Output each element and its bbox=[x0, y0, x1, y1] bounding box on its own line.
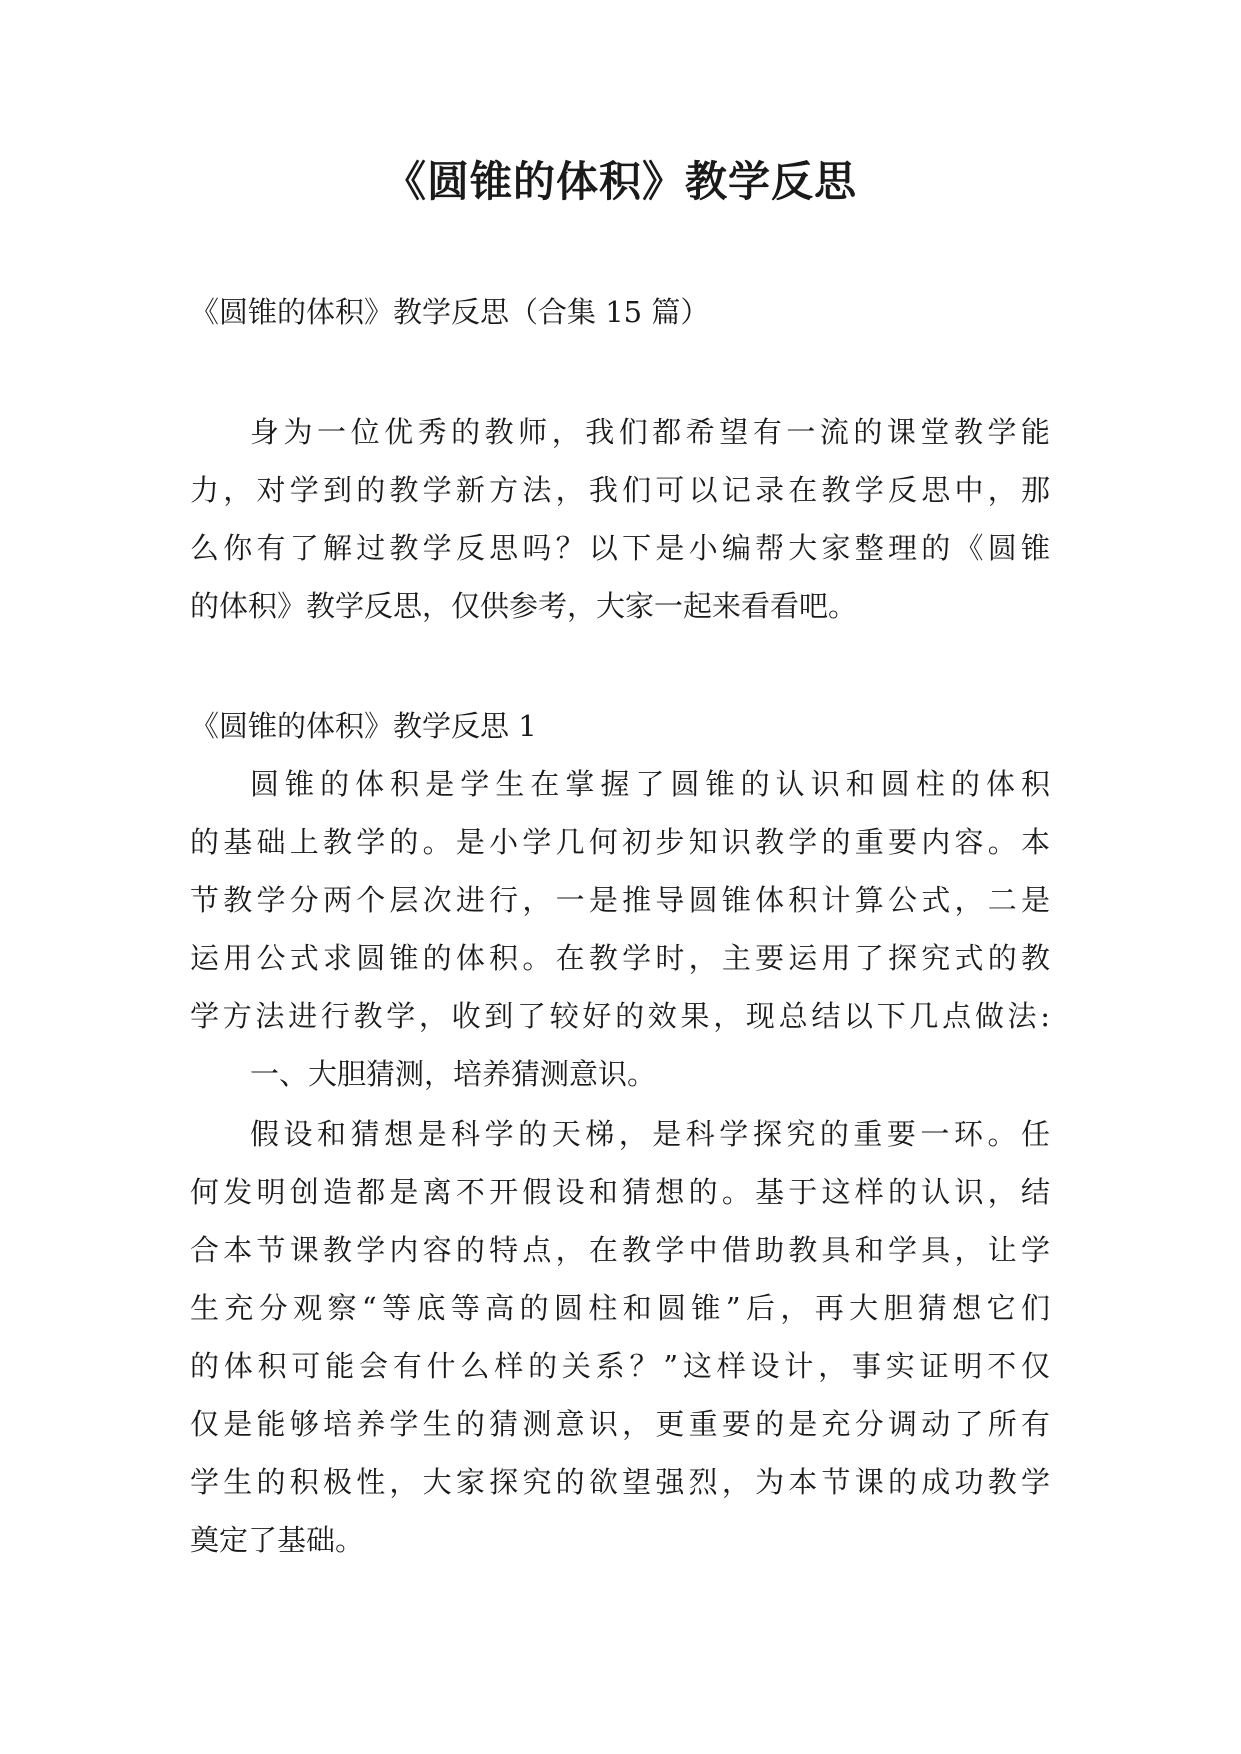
point-paragraph-line: 何发明创造都是离不开假设和猜想的。基于这样的认识，结 bbox=[190, 1175, 1050, 1209]
point-paragraph-line: 的体积可能会有什么样的关系？”这样设计，事实证明不仅 bbox=[190, 1349, 1050, 1383]
section-paragraph-line: 节教学分两个层次进行，一是推导圆锥体积计算公式，二是 bbox=[190, 883, 1050, 917]
section-paragraph-line: 的基础上教学的。是小学几何初步知识教学的重要内容。本 bbox=[190, 825, 1050, 859]
section-paragraph-line: 圆锥的体积是学生在掌握了圆锥的认识和圆柱的体积 bbox=[250, 767, 1050, 801]
section-paragraph-line: 学方法进行教学，收到了较好的效果，现总结以下几点做法: bbox=[190, 999, 1050, 1033]
intro-line: 的体积》教学反思，仅供参考，大家一起来看看吧。 bbox=[190, 589, 858, 623]
point-paragraph-line: 生充分观察“等底等高的圆柱和圆锥”后，再大胆猜想它们 bbox=[190, 1291, 1050, 1325]
point-paragraph-line: 合本节课教学内容的特点，在教学中借助教具和学具，让学 bbox=[190, 1233, 1050, 1267]
intro-line: 力，对学到的教学新方法，我们可以记录在教学反思中，那 bbox=[190, 473, 1050, 507]
point-heading: 一、大胆猜测，培养猜测意识。 bbox=[250, 1057, 657, 1091]
document-subtitle: 《圆锥的体积》教学反思（合集 15 篇） bbox=[190, 295, 710, 329]
point-paragraph-line: 仅是能够培养学生的猜测意识，更重要的是充分调动了所有 bbox=[190, 1407, 1050, 1441]
section-paragraph-line: 运用公式求圆锥的体积。在教学时，主要运用了探究式的教 bbox=[190, 941, 1050, 975]
section-heading: 《圆锥的体积》教学反思 1 bbox=[190, 709, 537, 743]
point-paragraph-line: 假设和猜想是科学的天梯，是科学探究的重要一环。任 bbox=[250, 1117, 1050, 1151]
document-title: 《圆锥的体积》教学反思 bbox=[383, 157, 857, 206]
intro-line: 么你有了解过教学反思吗？以下是小编帮大家整理的《圆锥 bbox=[190, 531, 1050, 565]
intro-line: 身为一位优秀的教师，我们都希望有一流的课堂教学能 bbox=[250, 415, 1050, 449]
point-paragraph-line: 奠定了基础。 bbox=[190, 1523, 365, 1557]
point-paragraph-line: 学生的积极性，大家探究的欲望强烈，为本节课的成功教学 bbox=[190, 1465, 1050, 1499]
